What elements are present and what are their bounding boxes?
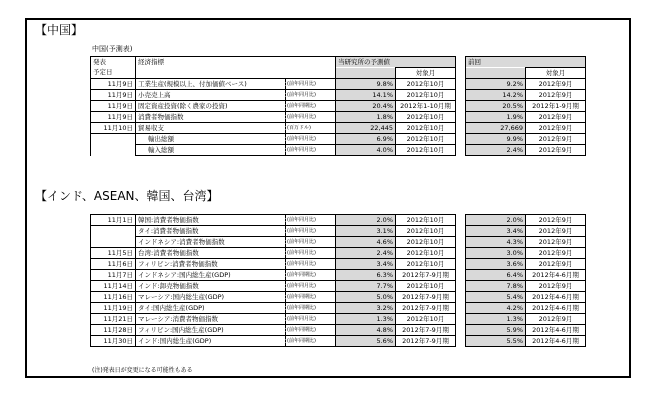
indicator-unit: (前年同期比) (286, 303, 336, 314)
forecast-period: 2012年7-9月期 (396, 303, 456, 314)
column-gap (456, 90, 466, 101)
table-row (91, 325, 586, 336)
column-gap (456, 325, 466, 336)
column-gap (456, 248, 466, 259)
forecast-value: 5.6% (336, 336, 396, 347)
previous-value: 5.4% (466, 292, 526, 303)
previous-value: 9.9% (466, 134, 526, 145)
previous-value: 1.9% (466, 112, 526, 123)
indicator-unit: (前年同月比) (286, 134, 336, 145)
forecast-value: 7.7% (336, 281, 396, 292)
asia-section-title: 【インド、ASEAN、韓国、台湾】 (35, 189, 219, 203)
previous-value: 3.6% (466, 259, 526, 270)
table-row (91, 270, 586, 281)
forecast-period: 2012年10月 (396, 226, 456, 237)
indicator-name: 固定資産投資(除く農家の投資) (136, 101, 286, 112)
previous-period: 2012年9月 (526, 134, 586, 145)
table-row (91, 237, 586, 248)
header-forecast-period: 対象月 (396, 68, 456, 79)
previous-period: 2012年9月 (526, 90, 586, 101)
forecast-value: 2.0% (336, 215, 396, 226)
release-date: 11月16日 (91, 292, 136, 303)
table-row (91, 215, 586, 226)
indicator-name: タイ:国内総生産(GDP) (136, 303, 286, 314)
previous-period: 2012年4-6月期 (526, 270, 586, 281)
indicator-unit: (前年同月比) (286, 314, 336, 325)
indicator-name: タイ:消費者物価指数 (136, 226, 286, 237)
previous-value: 1.3% (466, 314, 526, 325)
footnote: (注)発表日が変更になる可能性もある (92, 367, 193, 374)
release-date: 11月10日 (91, 123, 136, 134)
previous-value: 27,669 (466, 123, 526, 134)
previous-value: 4.3% (466, 237, 526, 248)
indicator-unit: (前年同月比) (286, 145, 336, 156)
previous-period: 2012年4-6月期 (526, 292, 586, 303)
column-gap (456, 145, 466, 156)
forecast-period: 2012年10月 (396, 259, 456, 270)
indicator-name: 台湾:消費者物価指数 (136, 248, 286, 259)
column-gap (456, 101, 466, 112)
previous-value: 2.4% (466, 145, 526, 156)
indicator-unit: (前年同月比) (286, 248, 336, 259)
forecast-period: 2012年10月 (396, 123, 456, 134)
release-date: 11月28日 (91, 325, 136, 336)
release-date (91, 226, 136, 237)
china-subtitle: 中国(予測表) (92, 45, 133, 53)
header-release: 発表 (91, 57, 136, 68)
forecast-value: 1.3% (336, 314, 396, 325)
forecast-period: 2012年10月 (396, 112, 456, 123)
column-gap (456, 237, 466, 248)
column-gap (456, 270, 466, 281)
previous-value: 7.8% (466, 281, 526, 292)
indicator-name: インド:国内総生産(GDP) (136, 336, 286, 347)
indicator-unit: (前年同期比) (286, 325, 336, 336)
forecast-value: 22,445 (336, 123, 396, 134)
table-row (91, 123, 586, 134)
previous-value: 9.2% (466, 79, 526, 90)
forecast-period: 2012年10月 (396, 248, 456, 259)
header-forecast: 当研究所の予測値 (336, 57, 456, 68)
table-row (91, 259, 586, 270)
indicator-unit: (前年同月比) (286, 281, 336, 292)
indicator-unit: (百万ドル) (286, 123, 336, 134)
forecast-period: 2012年7-9月期 (396, 292, 456, 303)
previous-value: 3.0% (466, 248, 526, 259)
indicator-unit: (前年同月比) (286, 215, 336, 226)
forecast-period: 2012年7-9月期 (396, 325, 456, 336)
forecast-period: 2012年7-9月期 (396, 270, 456, 281)
indicator-unit: (前年同月比) (286, 237, 336, 248)
forecast-value: 1.8% (336, 112, 396, 123)
previous-value: 6.4% (466, 270, 526, 281)
release-date: 11月5日 (91, 248, 136, 259)
previous-period: 2012年9月 (526, 215, 586, 226)
indicator-unit: (前年同月比) (286, 259, 336, 270)
indicator-name: フィリピン:消費者物価指数 (136, 259, 286, 270)
indicator-name: 工業生産(規模以上、付加価値ベース) (136, 79, 286, 90)
previous-value: 5.9% (466, 325, 526, 336)
indicator-name: 韓国:消費者物価指数 (136, 215, 286, 226)
previous-period: 2012年9月 (526, 281, 586, 292)
forecast-value: 20.4% (336, 101, 396, 112)
indicator-unit: (前年同月比) (286, 112, 336, 123)
indicator-name: インドネシア:国内総生産(GDP) (136, 270, 286, 281)
column-gap (456, 134, 466, 145)
indicator-name: インド:卸売物価指数 (136, 281, 286, 292)
previous-period: 2012年9月 (526, 248, 586, 259)
indicator-unit: (前年同月比) (286, 90, 336, 101)
china-section-title: 【中国】 (35, 23, 84, 37)
release-date (91, 145, 136, 156)
previous-period: 2012年4-6月期 (526, 325, 586, 336)
forecast-value: 2.4% (336, 248, 396, 259)
table-row (91, 79, 586, 90)
previous-period: 2012年9月 (526, 145, 586, 156)
release-date: 11月19日 (91, 303, 136, 314)
indicator-unit: (前年同月比) (286, 226, 336, 237)
forecast-value: 4.0% (336, 145, 396, 156)
table-row (91, 112, 586, 123)
previous-period: 2012年4-6月期 (526, 303, 586, 314)
table-row (91, 145, 586, 156)
previous-period: 2012年9月 (526, 112, 586, 123)
previous-period: 2012年1-9月期 (526, 101, 586, 112)
previous-period: 2012年9月 (526, 123, 586, 134)
forecast-value: 6.9% (336, 134, 396, 145)
release-date (91, 134, 136, 145)
column-gap (456, 215, 466, 226)
release-date: 11月6日 (91, 259, 136, 270)
release-date: 11月14日 (91, 281, 136, 292)
indicator-name: 小売売上高 (136, 90, 286, 101)
previous-value: 14.2% (466, 90, 526, 101)
column-gap (456, 123, 466, 134)
indicator-unit: (前年同期比) (286, 270, 336, 281)
release-date: 11月9日 (91, 112, 136, 123)
release-date: 11月7日 (91, 270, 136, 281)
indicator-name: 消費者物価指数 (136, 112, 286, 123)
column-gap (456, 303, 466, 314)
indicator-name: 貿易収支 (136, 123, 286, 134)
release-date: 11月21日 (91, 314, 136, 325)
column-gap (456, 226, 466, 237)
previous-period: 2012年9月 (526, 259, 586, 270)
forecast-value: 5.0% (336, 292, 396, 303)
forecast-value: 4.8% (336, 325, 396, 336)
forecast-period: 2012年10月 (396, 237, 456, 248)
column-gap (456, 336, 466, 347)
forecast-period: 2012年10月 (396, 215, 456, 226)
forecast-period: 2012年10月 (396, 79, 456, 90)
table-row (91, 90, 586, 101)
indicator-name: マレーシア:国内総生産(GDP) (136, 292, 286, 303)
indicator-unit: (前年同期比) (286, 101, 336, 112)
forecast-value: 14.1% (336, 90, 396, 101)
forecast-period: 2012年10月 (396, 134, 456, 145)
forecast-value: 3.4% (336, 259, 396, 270)
forecast-value: 3.1% (336, 226, 396, 237)
release-date: 11月30日 (91, 336, 136, 347)
table-row (91, 336, 586, 347)
previous-value: 20.5% (466, 101, 526, 112)
previous-period: 2012年9月 (526, 314, 586, 325)
table-row (91, 281, 586, 292)
previous-period: 2012年9月 (526, 79, 586, 90)
release-date: 11月9日 (91, 101, 136, 112)
forecast-period: 2012年1-10月期 (396, 101, 456, 112)
table-row (91, 226, 586, 237)
previous-value: 5.5% (466, 336, 526, 347)
indicator-unit: (前年同期比) (286, 292, 336, 303)
asia-table (90, 214, 586, 347)
release-date: 11月1日 (91, 215, 136, 226)
previous-period: 2012年4-6月期 (526, 336, 586, 347)
header-previous: 前回 (466, 57, 586, 68)
indicator-name: フィリピン:国内総生産(GDP) (136, 325, 286, 336)
indicator-name: マレーシア:消費者物価指数 (136, 314, 286, 325)
forecast-value: 9.8% (336, 79, 396, 90)
indicator-name: 輸出総額 (136, 134, 286, 145)
previous-value: 3.4% (466, 226, 526, 237)
forecast-period: 2012年10月 (396, 281, 456, 292)
table-row (91, 134, 586, 145)
forecast-period: 2012年10月 (396, 314, 456, 325)
previous-period: 2012年9月 (526, 226, 586, 237)
previous-value: 2.0% (466, 215, 526, 226)
table-row (91, 248, 586, 259)
column-gap (456, 79, 466, 90)
column-gap (456, 112, 466, 123)
forecast-value: 4.6% (336, 237, 396, 248)
forecast-period: 2012年7-9月期 (396, 336, 456, 347)
table-row (91, 292, 586, 303)
column-gap (456, 281, 466, 292)
release-date: 11月9日 (91, 79, 136, 90)
table-row (91, 101, 586, 112)
previous-value: 4.2% (466, 303, 526, 314)
column-gap (456, 314, 466, 325)
indicator-name: 輸入総額 (136, 145, 286, 156)
indicator-unit: (前年同期比) (286, 336, 336, 347)
forecast-period: 2012年10月 (396, 90, 456, 101)
table-row (91, 303, 586, 314)
table-row (91, 314, 586, 325)
forecast-value: 3.2% (336, 303, 396, 314)
forecast-value: 6.3% (336, 270, 396, 281)
header-previous-period: 対象月 (526, 68, 586, 79)
header-indicator: 経済指標 (136, 57, 336, 68)
forecast-period: 2012年10月 (396, 145, 456, 156)
previous-period: 2012年9月 (526, 237, 586, 248)
indicator-name: インドネシア:消費者物価指数 (136, 237, 286, 248)
column-gap (456, 259, 466, 270)
china-table (90, 56, 586, 156)
indicator-unit: (前年同月比) (286, 79, 336, 90)
release-date (91, 237, 136, 248)
release-date: 11月9日 (91, 90, 136, 101)
column-gap (456, 292, 466, 303)
header-release-date: 予定日 (91, 68, 136, 79)
